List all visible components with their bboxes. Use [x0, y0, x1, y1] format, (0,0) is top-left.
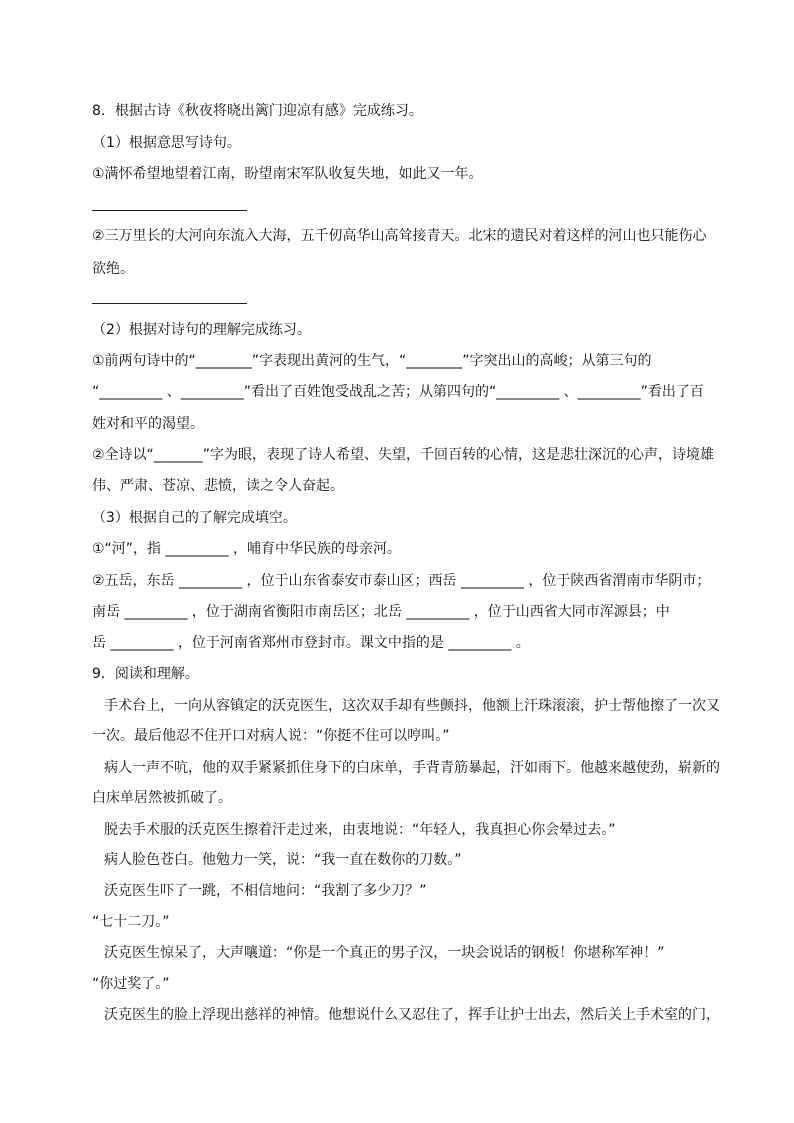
- q9-para3: 脱去手术服的沃克医生擦着汗走过来，由衷地说：“年轻人，我真担心你会晕过去。”: [104, 822, 616, 838]
- q9-para2-line2: 白床单居然被抓破了。: [92, 790, 232, 806]
- q8-part1-item2-line1: ②三万里长的大河向东流入大海，五千仞高华山高耸接青天。北宋的遗民对着这样的河山也只能伤心: [92, 228, 707, 244]
- q9-para2-line1: 病人一声不吭，他的双手紧紧抓住身下的白床单，手背青筋暴起，汗如雨下。他越来越使劲，崭新的: [104, 760, 720, 776]
- q8-part3-heading: （3）根据自己的了解完成填空。: [92, 510, 297, 526]
- q8-part2-item1-line3: 姓对和平的渴望。: [92, 416, 204, 432]
- q8-part2-item2-line1: ②全诗以“_______”字为眼，表现了诗人希望、失望，千回百转的心情，这是悲壮深沉的心声，诗境雄: [92, 447, 715, 463]
- q9-para1-line2: 一次。最后他忍不住开口对病人说：“你挺不住可以哼叫。”: [92, 728, 450, 744]
- q8-part1-item2-line2: 欲绝。: [92, 261, 134, 277]
- q8-part3-item1: ①“河”，指 _________ ，哺育中华民族的母亲河。: [92, 541, 401, 557]
- q8-part2-item2-line2: 伟、严肃、苍凉、悲愤，读之令人奋起。: [92, 478, 344, 494]
- q8-part3-item2-line3: 岳 _________ ，位于河南省郑州市登封市。课文中指的是 _________ 。: [92, 635, 530, 651]
- q8-part1-item1: ①满怀希望地望着江南，盼望南宋军队收复失地，如此又一年。: [92, 166, 483, 182]
- q9-para1-line1: 手术台上，一向从容镇定的沃克医生，这次双手却有些颤抖，他额上汗珠滚滚，护士帮他擦了一次又: [104, 698, 720, 714]
- q9-para9: 沃克医生的脸上浮现出慈祥的神情。他想说什么又忍住了，挥手让护士出去，然后关上手术室的门，: [104, 1007, 720, 1023]
- q9-para6: “七十二刀。”: [92, 914, 170, 930]
- q8-part2-item1-line2: “_________ 、_________”看出了百姓饱受战乱之苦；从第四句的“_________ 、_________”看出了百: [92, 384, 704, 400]
- q8-part1-heading: （1）根据意思写诗句。: [92, 135, 241, 151]
- answer-line-1[interactable]: [92, 210, 247, 211]
- q8-part3-item2-line1: ②五岳，东岳 _________ ，位于山东省泰安市泰山区；西岳 _________ ，位于陕西省渭南市华阴市；: [92, 573, 711, 589]
- q9-para7: 沃克医生惊呆了，大声嚷道：“你是一个真正的男子汉，一块会说话的钢板！你堪称军神！”: [104, 945, 665, 961]
- q8-part2-heading: （2）根据对诗句的理解完成练习。: [92, 322, 311, 338]
- q8-title: 8．根据古诗《秋夜将晓出篱门迎凉有感》完成练习。: [92, 103, 423, 119]
- q8-part2-item1-line1: ①前两句诗中的“________”字表现出黄河的生气，“________”字突出山的高峻；从第三句的: [92, 353, 652, 369]
- q9-para8: “你过奖了。”: [92, 976, 170, 992]
- q8-part3-item2-line2: 南岳 _________ ，位于湖南省衡阳市南岳区；北岳 _________ ，位于山西省大同市浑源县；中: [92, 604, 670, 620]
- q9-para5: 沃克医生吓了一跳，不相信地问：“我割了多少刀？”: [104, 883, 427, 899]
- answer-line-2[interactable]: [92, 303, 247, 304]
- q9-para4: 病人脸色苍白。他勉力一笑，说：“我一直在数你的刀数。”: [104, 852, 462, 868]
- q9-title: 9．阅读和理解。: [92, 666, 199, 682]
